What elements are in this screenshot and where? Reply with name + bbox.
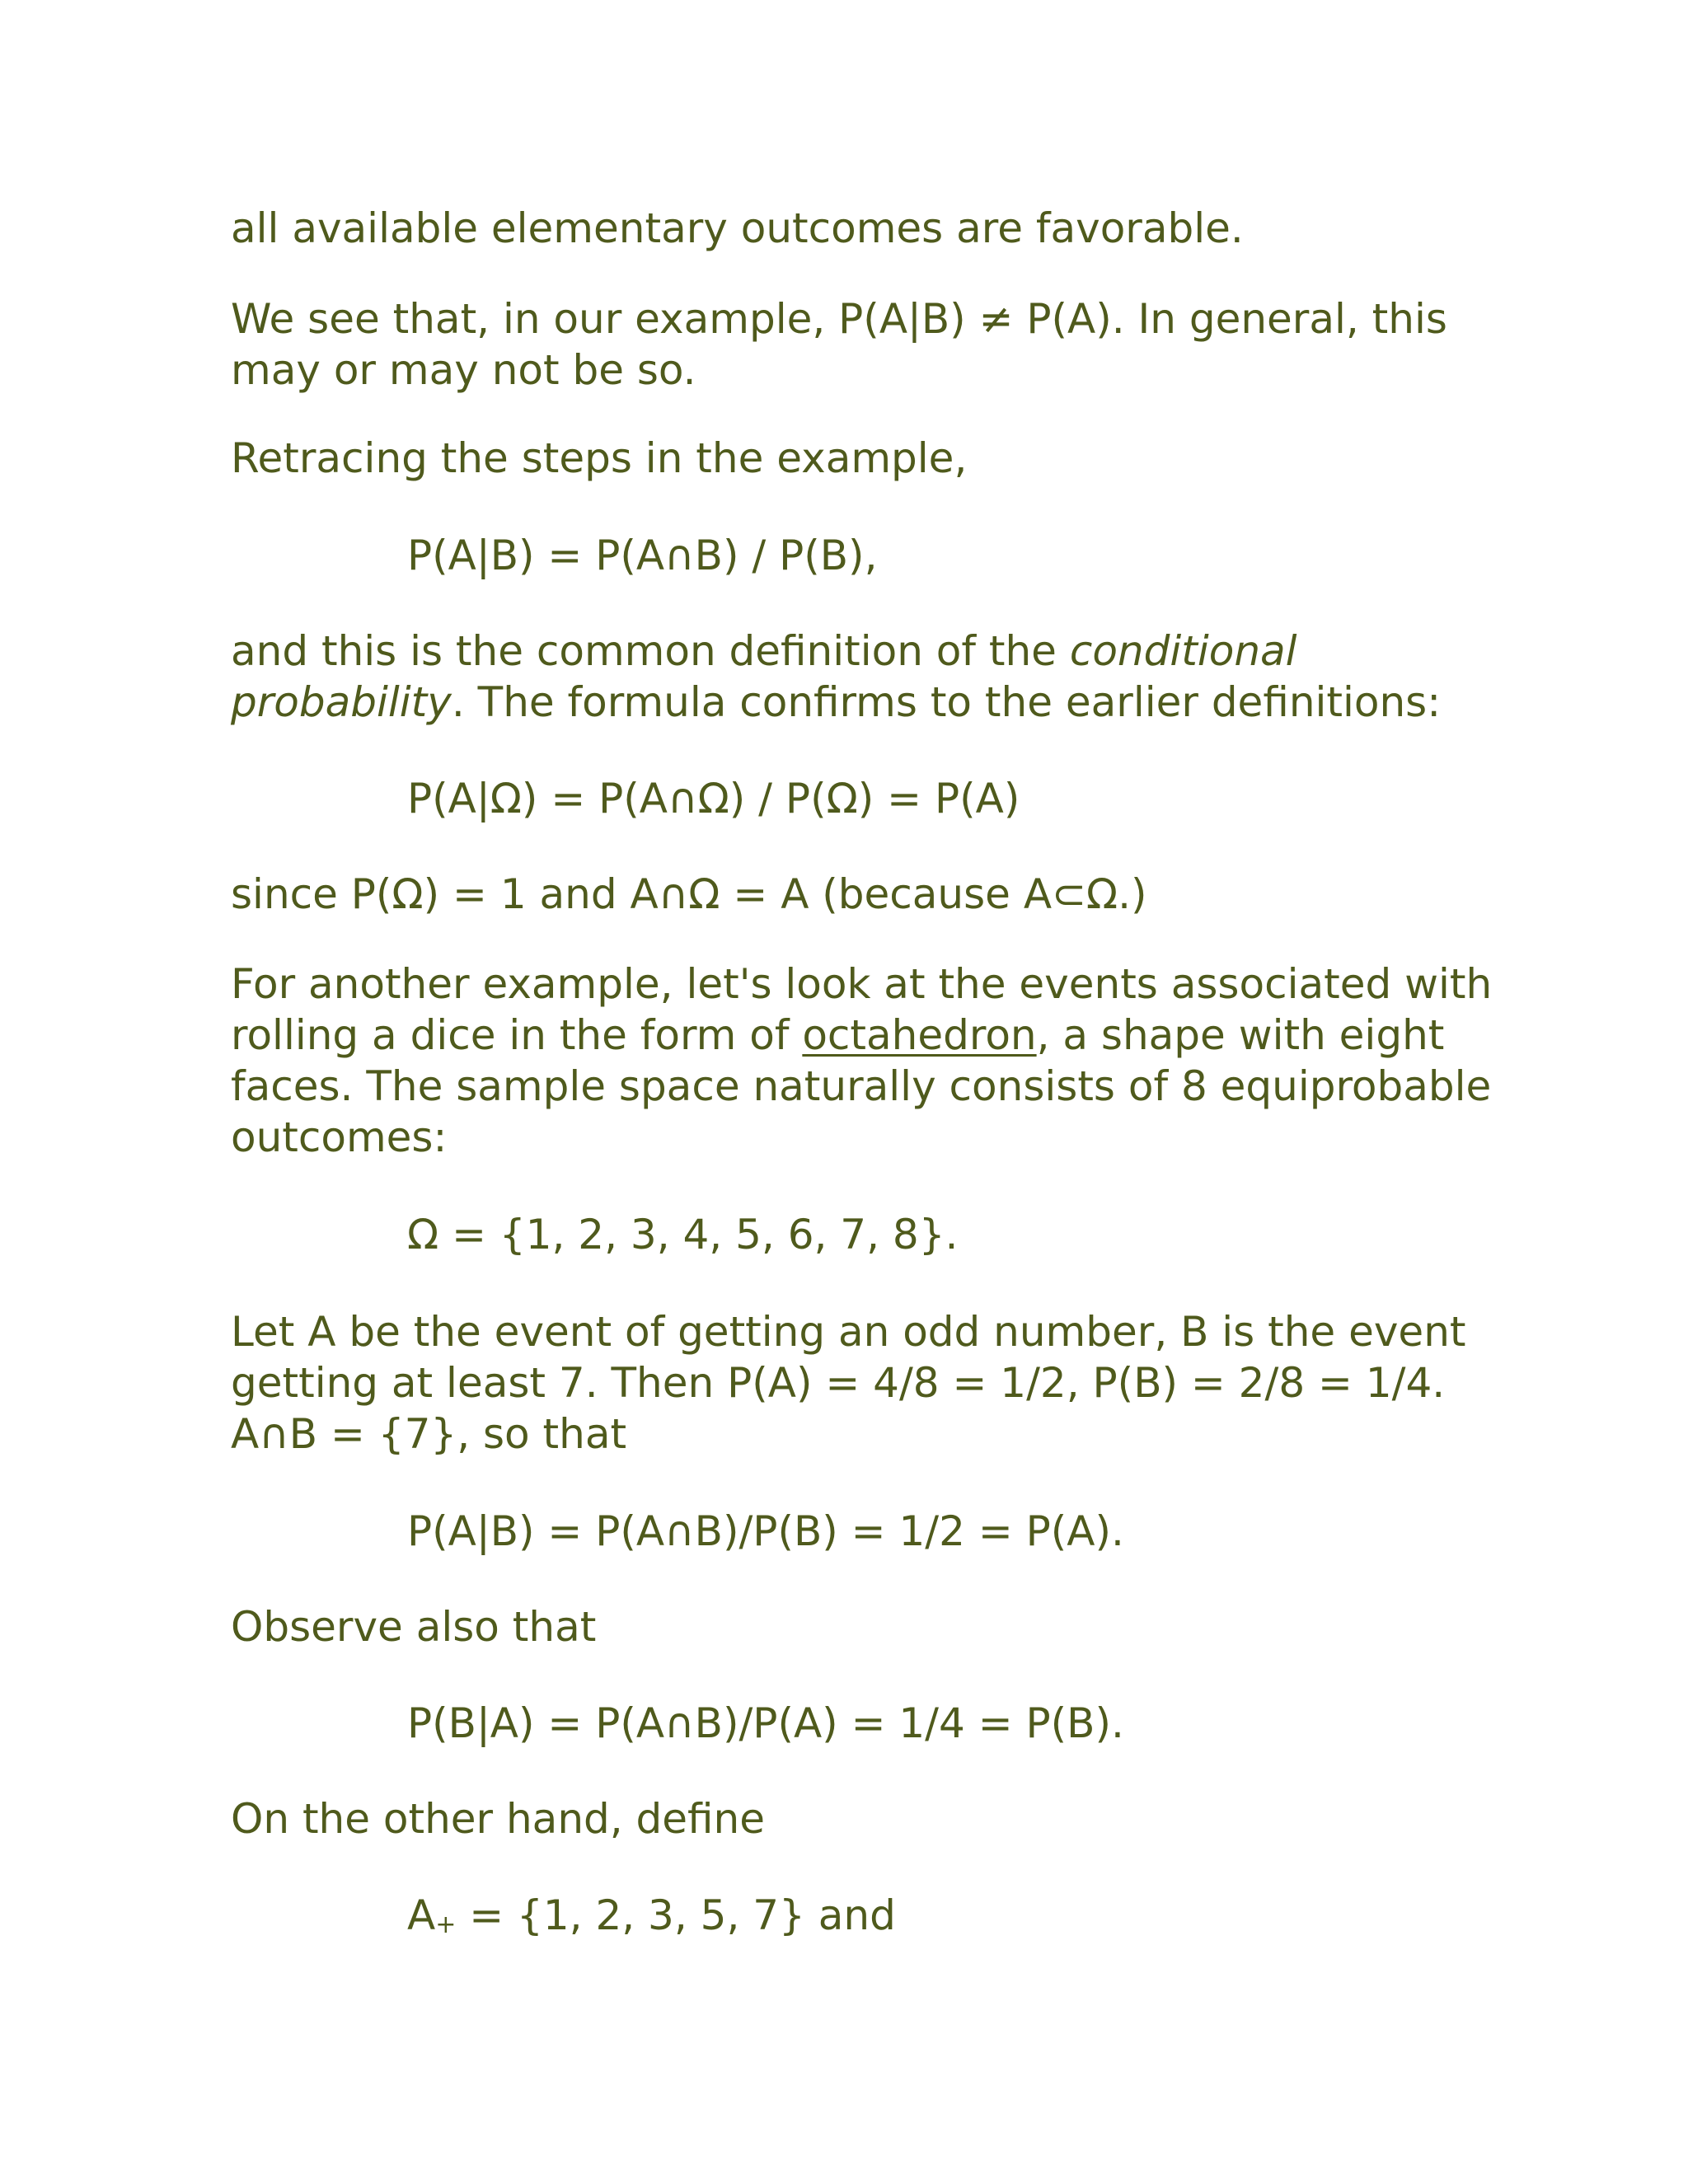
set-a-label: A xyxy=(407,1891,436,1939)
set-a-subscript: + xyxy=(435,1910,457,1939)
equation-omega-condition: P(A|Ω) = P(A∩Ω) / P(Ω) = P(A) xyxy=(407,775,1020,823)
paragraph-definition-continuation: . The formula confirms to the earlier definitions: xyxy=(451,678,1442,726)
paragraph-octahedron-text: rolling a dice in the form of xyxy=(231,1011,803,1059)
paragraph-events-line-2: getting at least 7. Then P(A) = 4/8 = 1/2, P(B) = 2/8 = 1/4. xyxy=(231,1359,1446,1407)
set-a-values: = {1, 2, 3, 5, 7} and xyxy=(456,1891,896,1939)
octahedron-link[interactable]: octahedron xyxy=(802,1011,1037,1059)
paragraph-definition-text: and this is the common definition of the xyxy=(231,627,1070,675)
paragraph-favorable-outcomes: all available elementary outcomes are favorable. xyxy=(231,204,1244,252)
paragraph-octahedron-line-4: outcomes: xyxy=(231,1113,448,1161)
paragraph-definition-line-2 xyxy=(231,677,1441,728)
equation-sample-space: Ω = {1, 2, 3, 4, 5, 6, 7, 8}. xyxy=(407,1211,959,1258)
paragraph-definition-line-1 xyxy=(231,626,1297,677)
paragraph-octahedron-line-1: For another example, let's look at the events associated with xyxy=(231,960,1493,1008)
term-probability: probability xyxy=(231,678,452,726)
paragraph-events-line-3: A∩B = {7}, so that xyxy=(231,1410,627,1458)
paragraph-octahedron-line-2 xyxy=(231,1010,1444,1061)
equation-p-a-given-b: P(A|B) = P(A∩B)/P(B) = 1/2 = P(A). xyxy=(407,1507,1124,1555)
paragraph-retracing: Retracing the steps in the example, xyxy=(231,434,968,482)
equation-conditional-definition: P(A|B) = P(A∩B) / P(B), xyxy=(407,532,878,579)
paragraph-octahedron-line-3: faces. The sample space naturally consists of 8 equiprobable xyxy=(231,1062,1492,1110)
paragraph-octahedron-continuation: , a shape with eight xyxy=(1036,1011,1445,1059)
equation-p-b-given-a: P(B|A) = P(A∩B)/P(A) = 1/4 = P(B). xyxy=(407,1699,1124,1747)
paragraph-other-hand: On the other hand, define xyxy=(231,1795,765,1843)
term-conditional: conditional xyxy=(1069,627,1297,675)
paragraph-since-omega: since P(Ω) = 1 and A∩Ω = A (because A⊂Ω.) xyxy=(231,870,1147,918)
equation-a-plus-definition xyxy=(407,1890,896,1951)
paragraph-events-line-1: Let A be the event of getting an odd number, B is the event xyxy=(231,1308,1466,1356)
paragraph-observe: Observe also that xyxy=(231,1603,597,1651)
paragraph-conditional-inequality-line-1: We see that, in our example, P(A|B) ≠ P(A). In general, this xyxy=(231,295,1447,343)
paragraph-conditional-inequality-line-2: may or may not be so. xyxy=(231,346,696,394)
